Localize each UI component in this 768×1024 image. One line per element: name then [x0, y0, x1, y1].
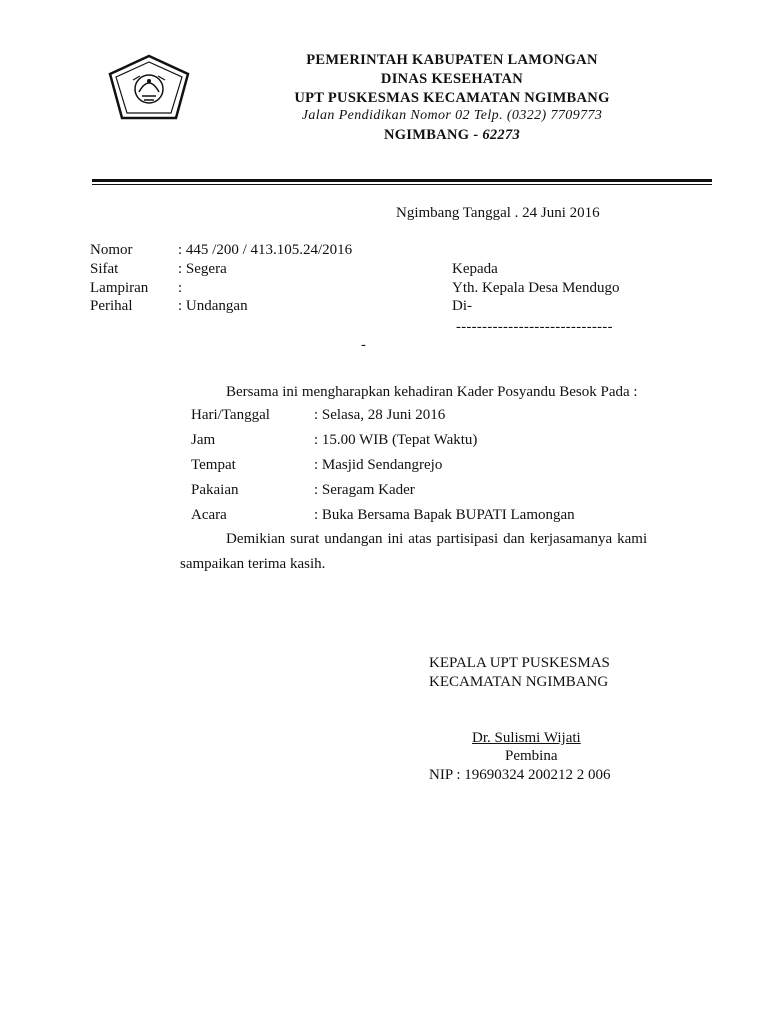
detail-value-pakaian: : Seragam Kader [314, 482, 415, 498]
recipient-name: Yth. Kepala Desa Mendugo [452, 280, 620, 296]
nomor-label: Nomor [90, 242, 133, 258]
letter-date: Ngimbang Tanggal . 24 Juni 2016 [396, 205, 600, 221]
letterhead-rule-thin [92, 184, 712, 185]
sifat-value: : Segera [178, 261, 227, 277]
header-line-government: PEMERINTAH KABUPATEN LAMONGAN [306, 52, 598, 68]
signatory-rank: Pembina [505, 748, 558, 764]
detail-value-hari: : Selasa, 28 Juni 2016 [314, 407, 446, 423]
detail-label-acara: Acara [191, 507, 227, 523]
header-city: NGIMBANG - [383, 127, 479, 143]
body-closing-line2: sampaikan terima kasih. [180, 556, 326, 572]
detail-label-tempat: Tempat [191, 457, 236, 473]
body-closing-line1: Demikian surat undangan ini atas partisipasi dan kerjasamanya kami [226, 531, 648, 547]
signatory-name: Dr. Sulismi Wijati [472, 730, 581, 746]
stray-dash: - [361, 337, 366, 353]
header-address: Jalan Pendidikan Nomor 02 Telp. (0322) 7709773 [301, 108, 603, 123]
recipient-kepada: Kepada [452, 261, 498, 277]
detail-label-hari: Hari/Tanggal [191, 407, 270, 423]
sifat-label: Sifat [90, 261, 119, 277]
header-line-office: UPT PUSKESMAS KECAMATAN NGIMBANG [294, 90, 610, 106]
header-line-department: DINAS KESEHATAN [380, 71, 524, 87]
header-city-line [0, 127, 768, 144]
lampiran-value: : [178, 280, 183, 296]
body-intro: Bersama ini mengharapkan kehadiran Kader Posyandu Besok Pada : [226, 384, 638, 400]
detail-label-jam: Jam [191, 432, 216, 448]
header-postcode: 62273 [482, 127, 521, 143]
recipient-di: Di- [452, 298, 472, 314]
detail-value-jam: : 15.00 WIB (Tepat Waktu) [314, 432, 478, 448]
detail-value-tempat: : Masjid Sendangrejo [314, 457, 443, 473]
signatory-nip: NIP : 19690324 200212 2 006 [429, 767, 611, 783]
signature-title-line2: KECAMATAN NGIMBANG [429, 674, 609, 690]
recipient-dashes: ------------------------------ [456, 319, 613, 335]
letterhead-rule-thick [92, 179, 712, 182]
lampiran-label: Lampiran [90, 280, 149, 296]
detail-value-acara: : Buka Bersama Bapak BUPATI Lamongan [314, 507, 575, 523]
nomor-value: : 445 /200 / 413.105.24/2016 [178, 242, 353, 258]
signature-title-line1: KEPALA UPT PUSKESMAS [429, 655, 610, 671]
detail-label-pakaian: Pakaian [191, 482, 239, 498]
perihal-label: Perihal [90, 298, 133, 314]
perihal-value: : Undangan [178, 298, 248, 314]
